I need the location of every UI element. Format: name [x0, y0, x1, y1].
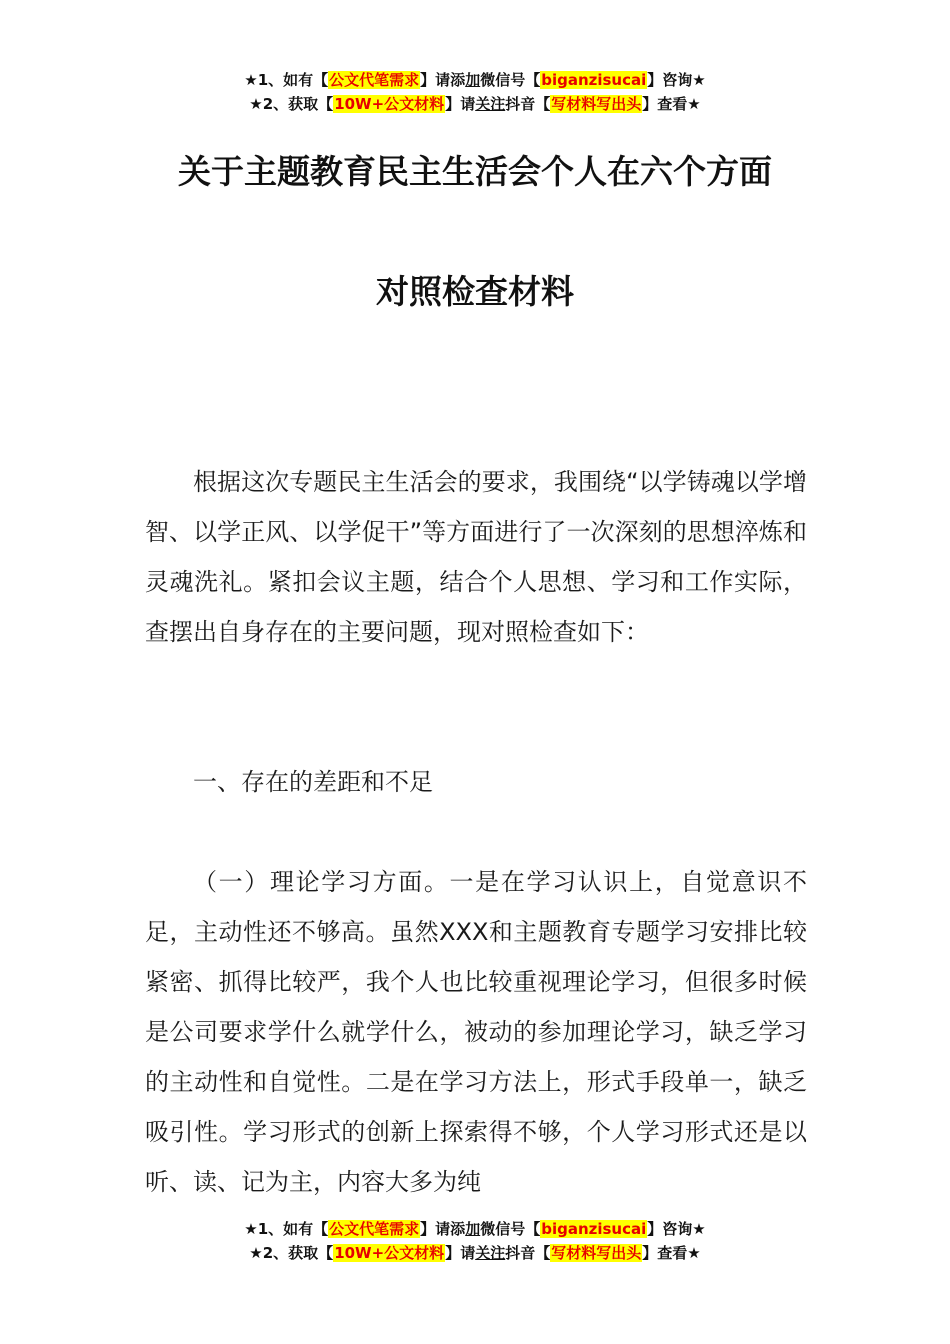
- promo-highlight: 公文代笔需求: [329, 1220, 420, 1238]
- promo-line-2: ★2、获取【10W+公文材料】请关注抖音【写材料写出头】查看★: [249, 95, 701, 113]
- promo-line-1: ★1、如有【公文代笔需求】请添加微信号【biganzisucai】咨询★: [244, 71, 706, 89]
- promo-highlight: biganzisucai: [541, 71, 647, 89]
- promo-highlight: 10W+公文材料: [334, 1244, 445, 1262]
- document-title-line-2: 对照检查材料: [376, 272, 574, 311]
- body-paragraph: （一）理论学习方面。一是在学习认识上，自觉意识不足，主动性还不够高。虽然XXX和主题教育专题学习安排比较紧密、抓得比较严，我个人也比较重视理论学习，但很多时候是公司要求学什么就学什么，被动的参加理论学习，缺乏学习的主动性和自觉性。二是在学习方法上，形式手段单一，缺乏吸引性。学习形式的创新上探索得不够，个人学习形式还是以听、读、记为主，内容大多为纯: [145, 868, 807, 1196]
- header-promo-banner: [0, 68, 950, 116]
- promo-line-2: ★2、获取【10W+公文材料】请关注抖音【写材料写出头】查看★: [249, 1244, 701, 1262]
- promo-highlight: 写材料写出头: [551, 95, 642, 113]
- promo-highlight: 公文代笔需求: [329, 71, 420, 89]
- promo-highlight: biganzisucai: [541, 1220, 647, 1238]
- document-title-line-1: 关于主题教育民主生活会个人在六个方面: [178, 152, 772, 191]
- intro-paragraph: 根据这次专题民主生活会的要求，我围绕“以学铸魂以学增智、以学正风、以学促干”等方面进行了一次深刻的思想淬炼和灵魂洗礼。紧扣会议主题，结合个人思想、学习和工作实际，查摆出自身存在的主要问题，现对照检查如下：: [145, 468, 807, 646]
- promo-highlight: 写材料写出头: [551, 1244, 642, 1262]
- footer-promo-banner: [0, 1217, 950, 1265]
- promo-highlight: 10W+公文材料: [334, 95, 445, 113]
- promo-line-1: ★1、如有【公文代笔需求】请添加微信号【biganzisucai】咨询★: [244, 1220, 706, 1238]
- section-heading: 一、存在的差距和不足: [193, 768, 433, 796]
